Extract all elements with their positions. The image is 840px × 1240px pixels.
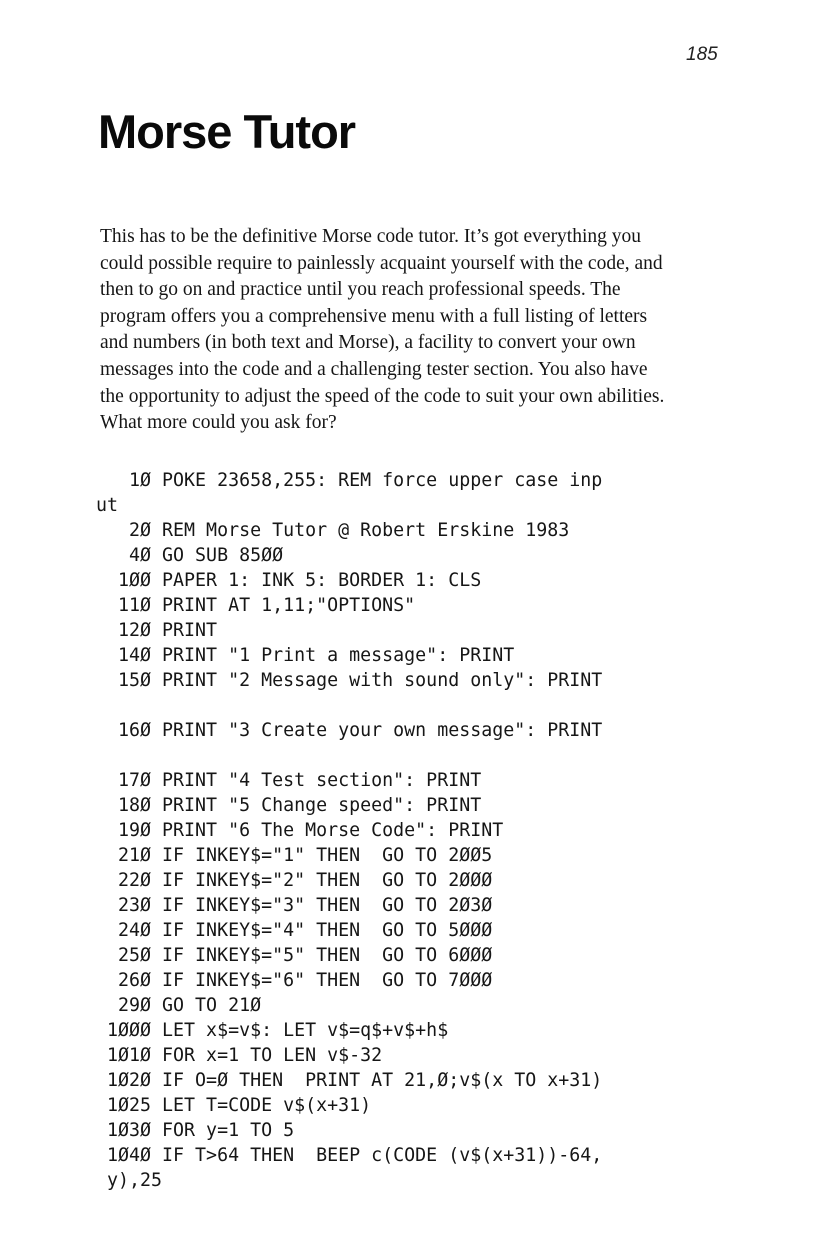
code-line: 17Ø PRINT "4 Test section": PRINT <box>96 770 482 791</box>
code-line: 4Ø GO SUB 85ØØ <box>96 545 284 566</box>
code-line: 19Ø PRINT "6 The Morse Code": PRINT <box>96 820 504 841</box>
code-line-blank <box>96 743 786 768</box>
code-line: 14Ø PRINT "1 Print a message": PRINT <box>96 645 515 666</box>
code-line-blank <box>96 693 786 718</box>
code-line: 23Ø IF INKEY$="3" THEN GO TO 2Ø3Ø <box>96 895 493 916</box>
code-line: 1Ø1Ø FOR x=1 TO LEN v$-32 <box>96 1045 383 1066</box>
intro-line: program offers you a comprehensive menu with a full listing of letters <box>100 305 648 327</box>
code-line: 1Ø POKE 23658,255: REM force upper case inp <box>96 470 603 491</box>
intro-line: messages into the code and a challenging tester section. You also have <box>100 358 648 380</box>
code-line: 21Ø IF INKEY$="1" THEN GO TO 2ØØ5 <box>96 845 493 866</box>
code-line: 1Ø4Ø IF T>64 THEN BEEP c(CODE (v$(x+31))-64, <box>96 1145 603 1166</box>
code-line: 1Ø25 LET T=CODE v$(x+31) <box>96 1095 372 1116</box>
code-line: 12Ø PRINT <box>96 620 218 641</box>
code-line: 18Ø PRINT "5 Change speed": PRINT <box>96 795 482 816</box>
code-line: 2Ø REM Morse Tutor @ Robert Erskine 1983 <box>96 520 570 541</box>
code-line: ut <box>96 495 119 516</box>
page-title: Morse Tutor <box>98 105 356 158</box>
intro-line: What more could you ask for? <box>100 412 337 434</box>
code-line: 1Ø3Ø FOR y=1 TO 5 <box>96 1120 295 1141</box>
basic-code-listing <box>96 468 786 1193</box>
code-line: 26Ø IF INKEY$="6" THEN GO TO 7ØØØ <box>96 970 493 991</box>
code-line: 1ØØØ LET x$=v$: LET v$=q$+v$+h$ <box>96 1020 449 1041</box>
code-line: 1ØØ PAPER 1: INK 5: BORDER 1: CLS <box>96 570 482 591</box>
intro-line: This has to be the definitive Morse code tutor. It’s got everything you <box>100 226 642 247</box>
intro-line: the opportunity to adjust the speed of the code to suit your own abilities. <box>100 385 665 407</box>
page-number: 185 <box>686 44 718 65</box>
intro-line: and numbers (in both text and Morse), a facility to convert your own <box>100 332 636 354</box>
intro-line: then to go on and practice until you reach professional speeds. The <box>100 279 621 301</box>
intro-paragraph <box>100 224 730 437</box>
intro-line: could possible require to painlessly acquaint yourself with the code, and <box>100 252 663 274</box>
code-line: 1Ø2Ø IF O=Ø THEN PRINT AT 21,Ø;v$(x TO x+31) <box>96 1070 603 1091</box>
code-line: 29Ø GO TO 21Ø <box>96 995 262 1016</box>
code-line: 25Ø IF INKEY$="5" THEN GO TO 6ØØØ <box>96 945 493 966</box>
code-line: y),25 <box>96 1170 163 1191</box>
code-line: 16Ø PRINT "3 Create your own message": PRINT <box>96 720 603 741</box>
code-line: 24Ø IF INKEY$="4" THEN GO TO 5ØØØ <box>96 920 493 941</box>
code-line: 22Ø IF INKEY$="2" THEN GO TO 2ØØØ <box>96 870 493 891</box>
code-line: 11Ø PRINT AT 1,11;"OPTIONS" <box>96 595 416 616</box>
code-line: 15Ø PRINT "2 Message with sound only": PRINT <box>96 670 603 691</box>
